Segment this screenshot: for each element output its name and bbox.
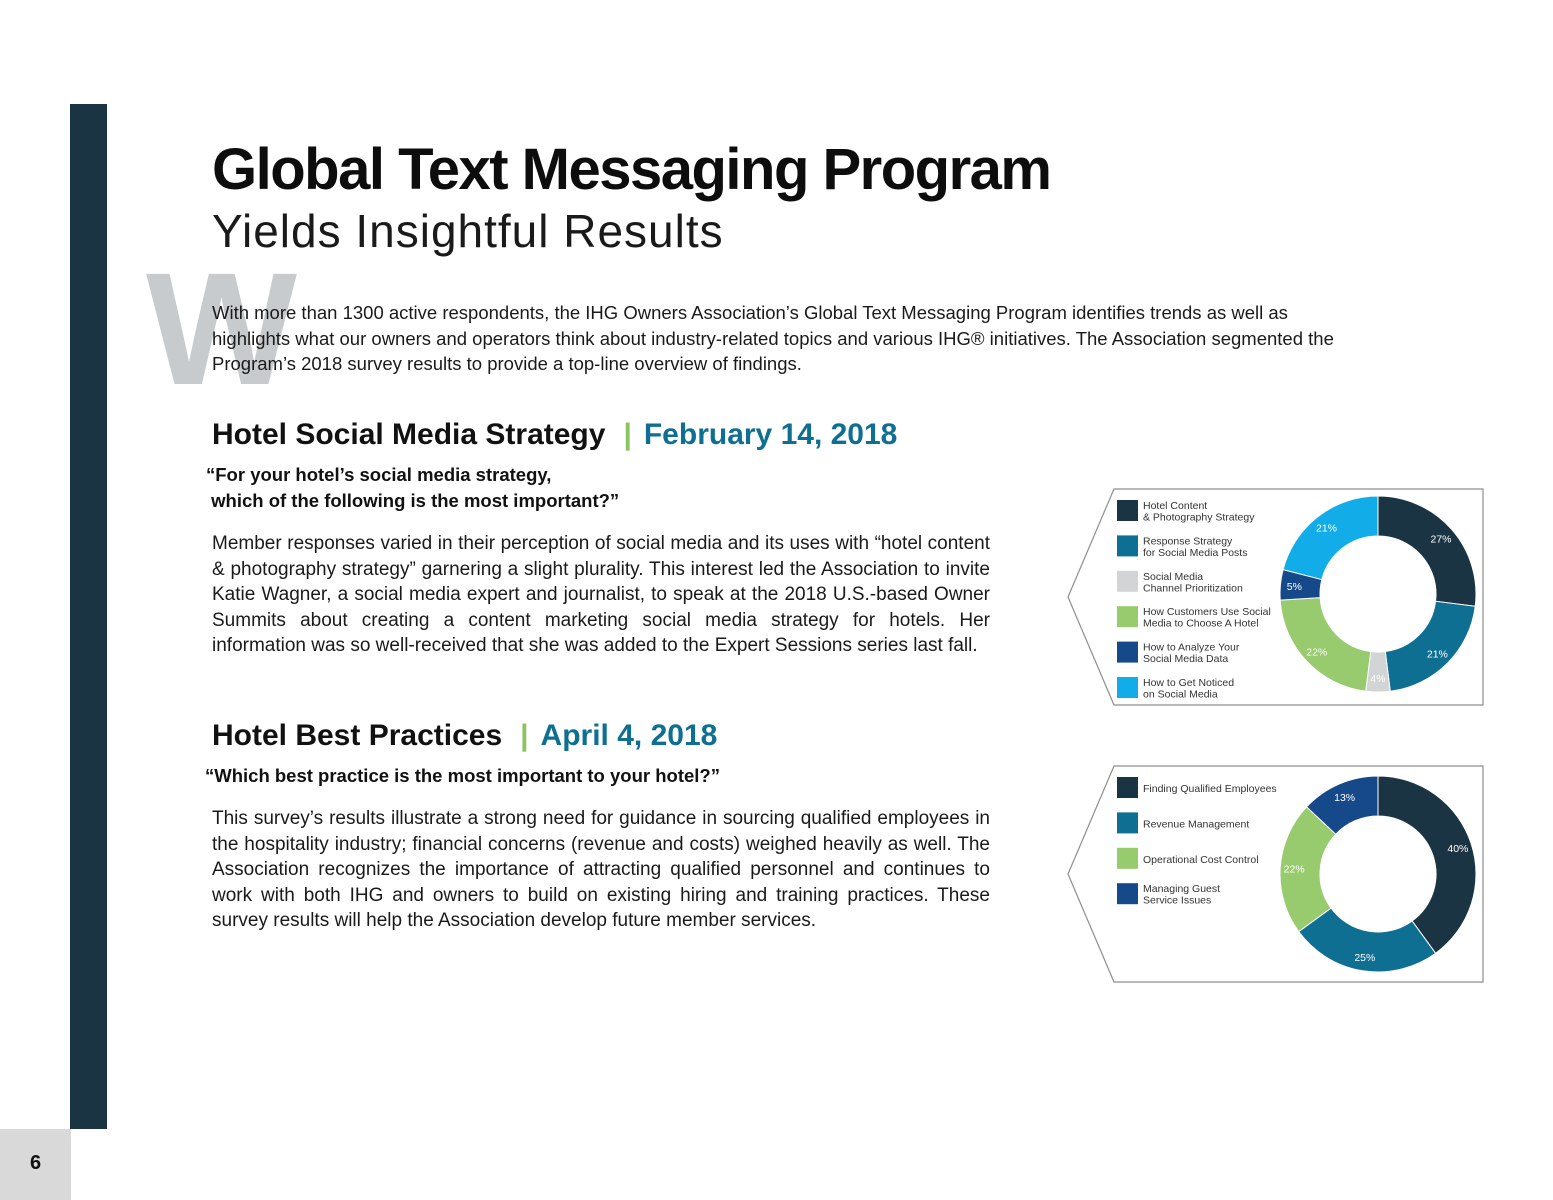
slice-value-label-hotel-content-photography-strategy: 27% [1430, 533, 1452, 546]
legend-label-operational-cost-control: Operational Cost Control [1143, 853, 1259, 866]
legend-label-managing-guest-service-issues: Managing Guest Service Issues [1143, 883, 1221, 907]
social-media-donut-chart [1067, 488, 1485, 708]
heading-separator: | [520, 719, 529, 752]
donut-slice-response-strategy-for-social-media-posts [1385, 601, 1475, 691]
social-media-strategy-chart [1067, 488, 1485, 708]
legend-label-how-to-get-noticed-on-social-media: How to Get Noticed on Social Media [1143, 677, 1235, 701]
slice-value-label-managing-guest-service-issues: 13% [1334, 791, 1356, 804]
section-heading-best-practices [212, 719, 717, 753]
slice-value-label-social-media-channel-prioritization: 4% [1370, 673, 1386, 685]
best-practices-chart [1067, 765, 1485, 985]
slice-value-label-how-to-get-noticed-on-social-media: 21% [1316, 522, 1338, 535]
question-line: which of the following is the most important?” [211, 489, 620, 511]
donut-slice-hotel-content-photography-strategy [1378, 496, 1476, 606]
legend-swatch-how-customers-use-social-media-to-choose-a-hotel [1117, 606, 1138, 627]
section-title: Hotel Social Media Strategy [212, 418, 606, 451]
page-subtitle: Yields Insightful Results [212, 205, 724, 257]
survey-question-social-media [206, 462, 826, 513]
slice-value-label-operational-cost-control: 22% [1283, 863, 1305, 876]
donut-slice-how-customers-use-social-media-to-choose-a-hotel [1280, 598, 1371, 692]
section-heading-social-media [212, 418, 897, 452]
section-date: February 14, 2018 [643, 418, 898, 451]
section-date: April 4, 2018 [540, 719, 718, 752]
legend-swatch-how-to-analyze-your-social-media-data [1117, 642, 1138, 663]
legend-swatch-finding-qualified-employees [1117, 777, 1138, 798]
legend-label-revenue-management: Revenue Management [1143, 818, 1250, 831]
legend-swatch-managing-guest-service-issues [1117, 883, 1138, 904]
donut-slice-finding-qualified-employees [1378, 776, 1476, 953]
left-accent-bar [70, 104, 107, 1129]
slice-value-label-response-strategy-for-social-media-posts: 21% [1426, 648, 1448, 661]
legend-swatch-social-media-channel-prioritization [1117, 571, 1138, 592]
legend-swatch-revenue-management [1117, 812, 1138, 833]
slice-value-label-finding-qualified-employees: 40% [1447, 843, 1469, 856]
legend-swatch-how-to-get-noticed-on-social-media [1117, 677, 1138, 698]
heading-separator: | [623, 418, 632, 451]
legend-swatch-hotel-content-photography-strategy [1117, 500, 1138, 521]
legend-label-hotel-content-photography-strategy: Hotel Content & Photography Strategy [1143, 500, 1255, 524]
legend-label-response-strategy-for-social-media-posts: Response Strategy for Social Media Posts [1143, 535, 1248, 559]
legend-swatch-operational-cost-control [1117, 848, 1138, 869]
legend-label-finding-qualified-employees: Finding Qualified Employees [1143, 783, 1277, 795]
legend-label-social-media-channel-prioritization: Social Media Channel Prioritization [1143, 570, 1243, 595]
section-body-social-media: Member responses varied in their perception of social media and its uses with “hotel content & photography strategy” garnering a slight plurality. This interest led the Association to invite Katie Wagner, a social media expert and journalist, to speak at the 2018 U.S.-based Owner Summits about creating a content marketing social media strategy for hotels. Her information was so well-received that she was added to the Expert Sessions series last fall. [212, 533, 990, 656]
drop-cap-letter: W [146, 239, 290, 418]
slice-value-label-how-customers-use-social-media-to-choose-a-hotel: 22% [1306, 646, 1328, 659]
donut-slice-how-to-get-noticed-on-social-media [1283, 496, 1378, 580]
survey-question-best-practices: “Which best practice is the most important to your hotel?” [205, 765, 720, 786]
legend-swatch-response-strategy-for-social-media-posts [1117, 535, 1138, 556]
question-line: “For your hotel’s social media strategy, [206, 464, 552, 485]
page-number: 6 [29, 1152, 42, 1174]
intro-paragraph: With more than 1300 active respondents, the IHG Owners Association’s Global Text Messaging Program identifies trends as well as highlights what our owners and operators think about industry-related topics and various IHG® initiatives. The Association segmented the Program’s 2018 survey results to provide a top-line overview of findings. [212, 302, 1334, 374]
slice-value-label-revenue-management: 25% [1354, 951, 1376, 964]
legend-label-how-customers-use-social-media-to-choose-a-hotel: How Customers Use Social Media to Choose A Hotel [1143, 606, 1271, 630]
slice-value-label-how-to-analyze-your-social-media-data: 5% [1286, 581, 1302, 594]
section-title: Hotel Best Practices [212, 719, 503, 752]
section-body-best-practices: This survey’s results illustrate a strong need for guidance in sourcing qualified employees in the hospitality industry; financial concerns (revenue and costs) weighed heavily as well. The Association recognizes the importance of attracting qualified personnel and continues to work with both IHG and owners to build on existing hiring and training practices. These survey results will help the Association develop future member services. [212, 808, 990, 931]
best-practices-donut-chart [1067, 765, 1485, 985]
legend-label-how-to-analyze-your-social-media-data: How to Analyze Your Social Media Data [1143, 641, 1240, 666]
page-title: Global Text Messaging Program [212, 137, 1051, 202]
